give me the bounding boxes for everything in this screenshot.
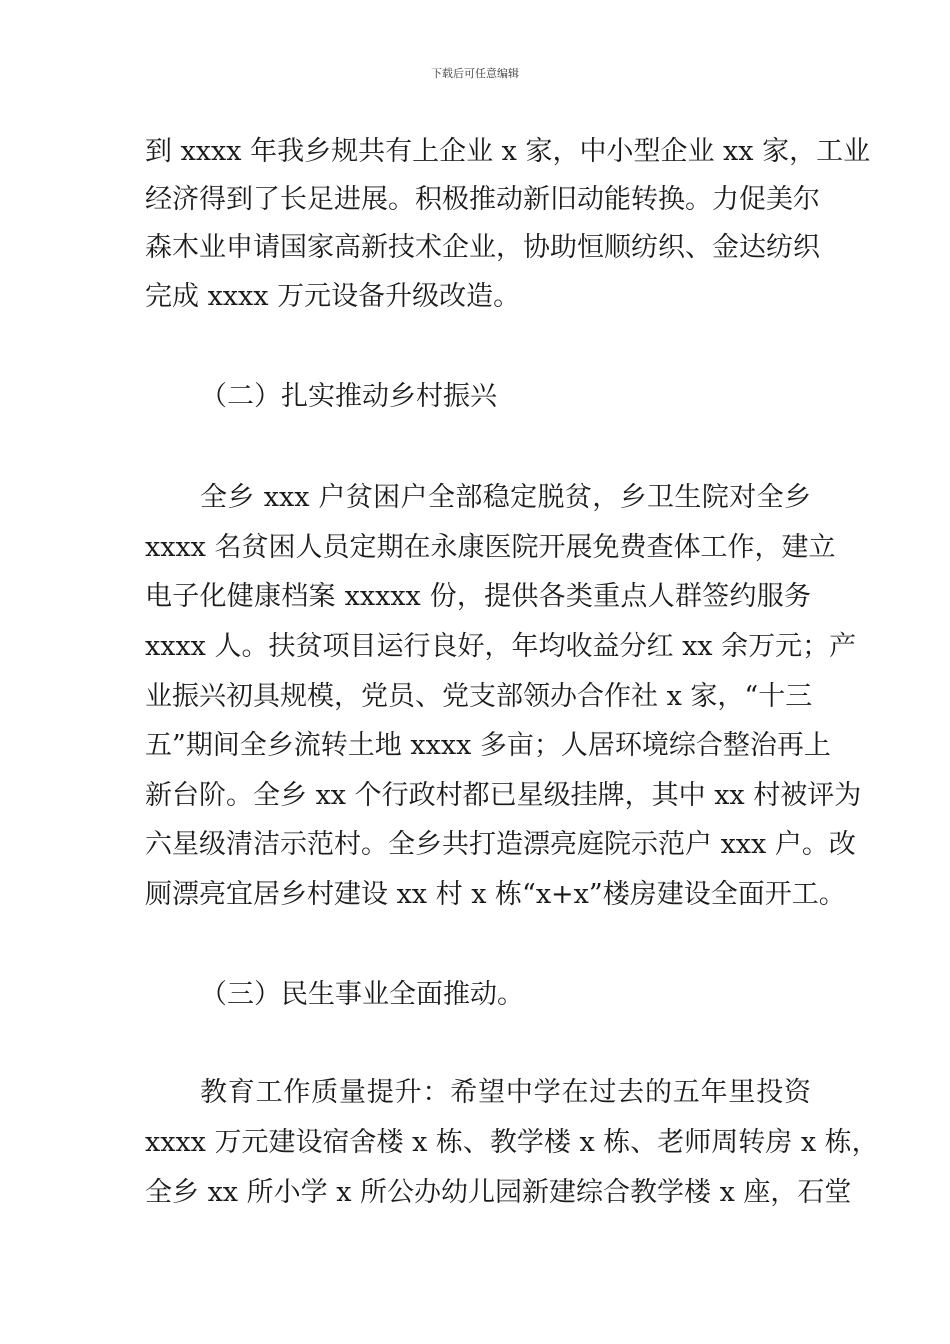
paragraph-2-line-7: 新台阶。全乡 xx 个行政村都已星级挂牌，其中 xx 村被评为 [145,780,862,811]
paragraph-2-line-3: 电子化健康档案 xxxxx 份，提供各类重点人群签约服务 [145,581,811,612]
paragraph-2-line-2: xxxx 名贫困人员定期在永康医院开展免费查体工作，建立 [145,532,836,563]
paragraph-1-line-4: 完成 xxxx 万元设备升级改造。 [145,281,521,312]
section-heading-3: （三）民生事业全面推动。 [200,979,524,1010]
paragraph-2-line-1: 全乡 xxx 户贫困户全部稳定脱贫，乡卫生院对全乡 [200,482,811,513]
paragraph-1-line-2: 经济得到了长足进展。积极推动新旧动能转换。力促美尔 [145,184,820,215]
paragraph-2-line-9: 厕漂亮宜居乡村建设 xx 村 x 栋“x+x”楼房建设全面开工。 [145,879,846,910]
paragraph-3-line-2: xxxx 万元建设宿舍楼 x 栋、教学楼 x 栋、老师周转房 x 栋， [145,1127,879,1158]
paragraph-2-line-5: 业振兴初具规模，党员、党支部领办合作社 x 家，“十三 [145,681,813,712]
section-heading-2: （二）扎实推动乡村振兴 [200,381,497,412]
header-note: 下载后可任意编辑 [431,67,519,80]
paragraph-3-line-3: 全乡 xx 所小学 x 所公办幼儿园新建综合教学楼 x 座，石堂 [145,1177,852,1208]
paragraph-1-line-3: 森木业申请国家高新技术企业，协助恒顺纺织、金达纺织 [145,232,820,263]
paragraph-2-line-8: 六星级清洁示范村。全乡共打造漂亮庭院示范户 xxx 户。改 [145,829,856,860]
paragraph-2-line-4: xxxx 人。扶贫项目运行良好，年均收益分红 xx 余万元；产 [145,631,857,662]
paragraph-3-line-1: 教育工作质量提升：希望中学在过去的五年里投资 [200,1077,811,1108]
paragraph-1-line-1: 到 xxxx 年我乡规共有上企业 x 家，中小型企业 xx 家，工业 [145,136,871,167]
paragraph-2-line-6: 五”期间全乡流转土地 xxxx 多亩；人居环境综合整治再上 [145,730,831,761]
